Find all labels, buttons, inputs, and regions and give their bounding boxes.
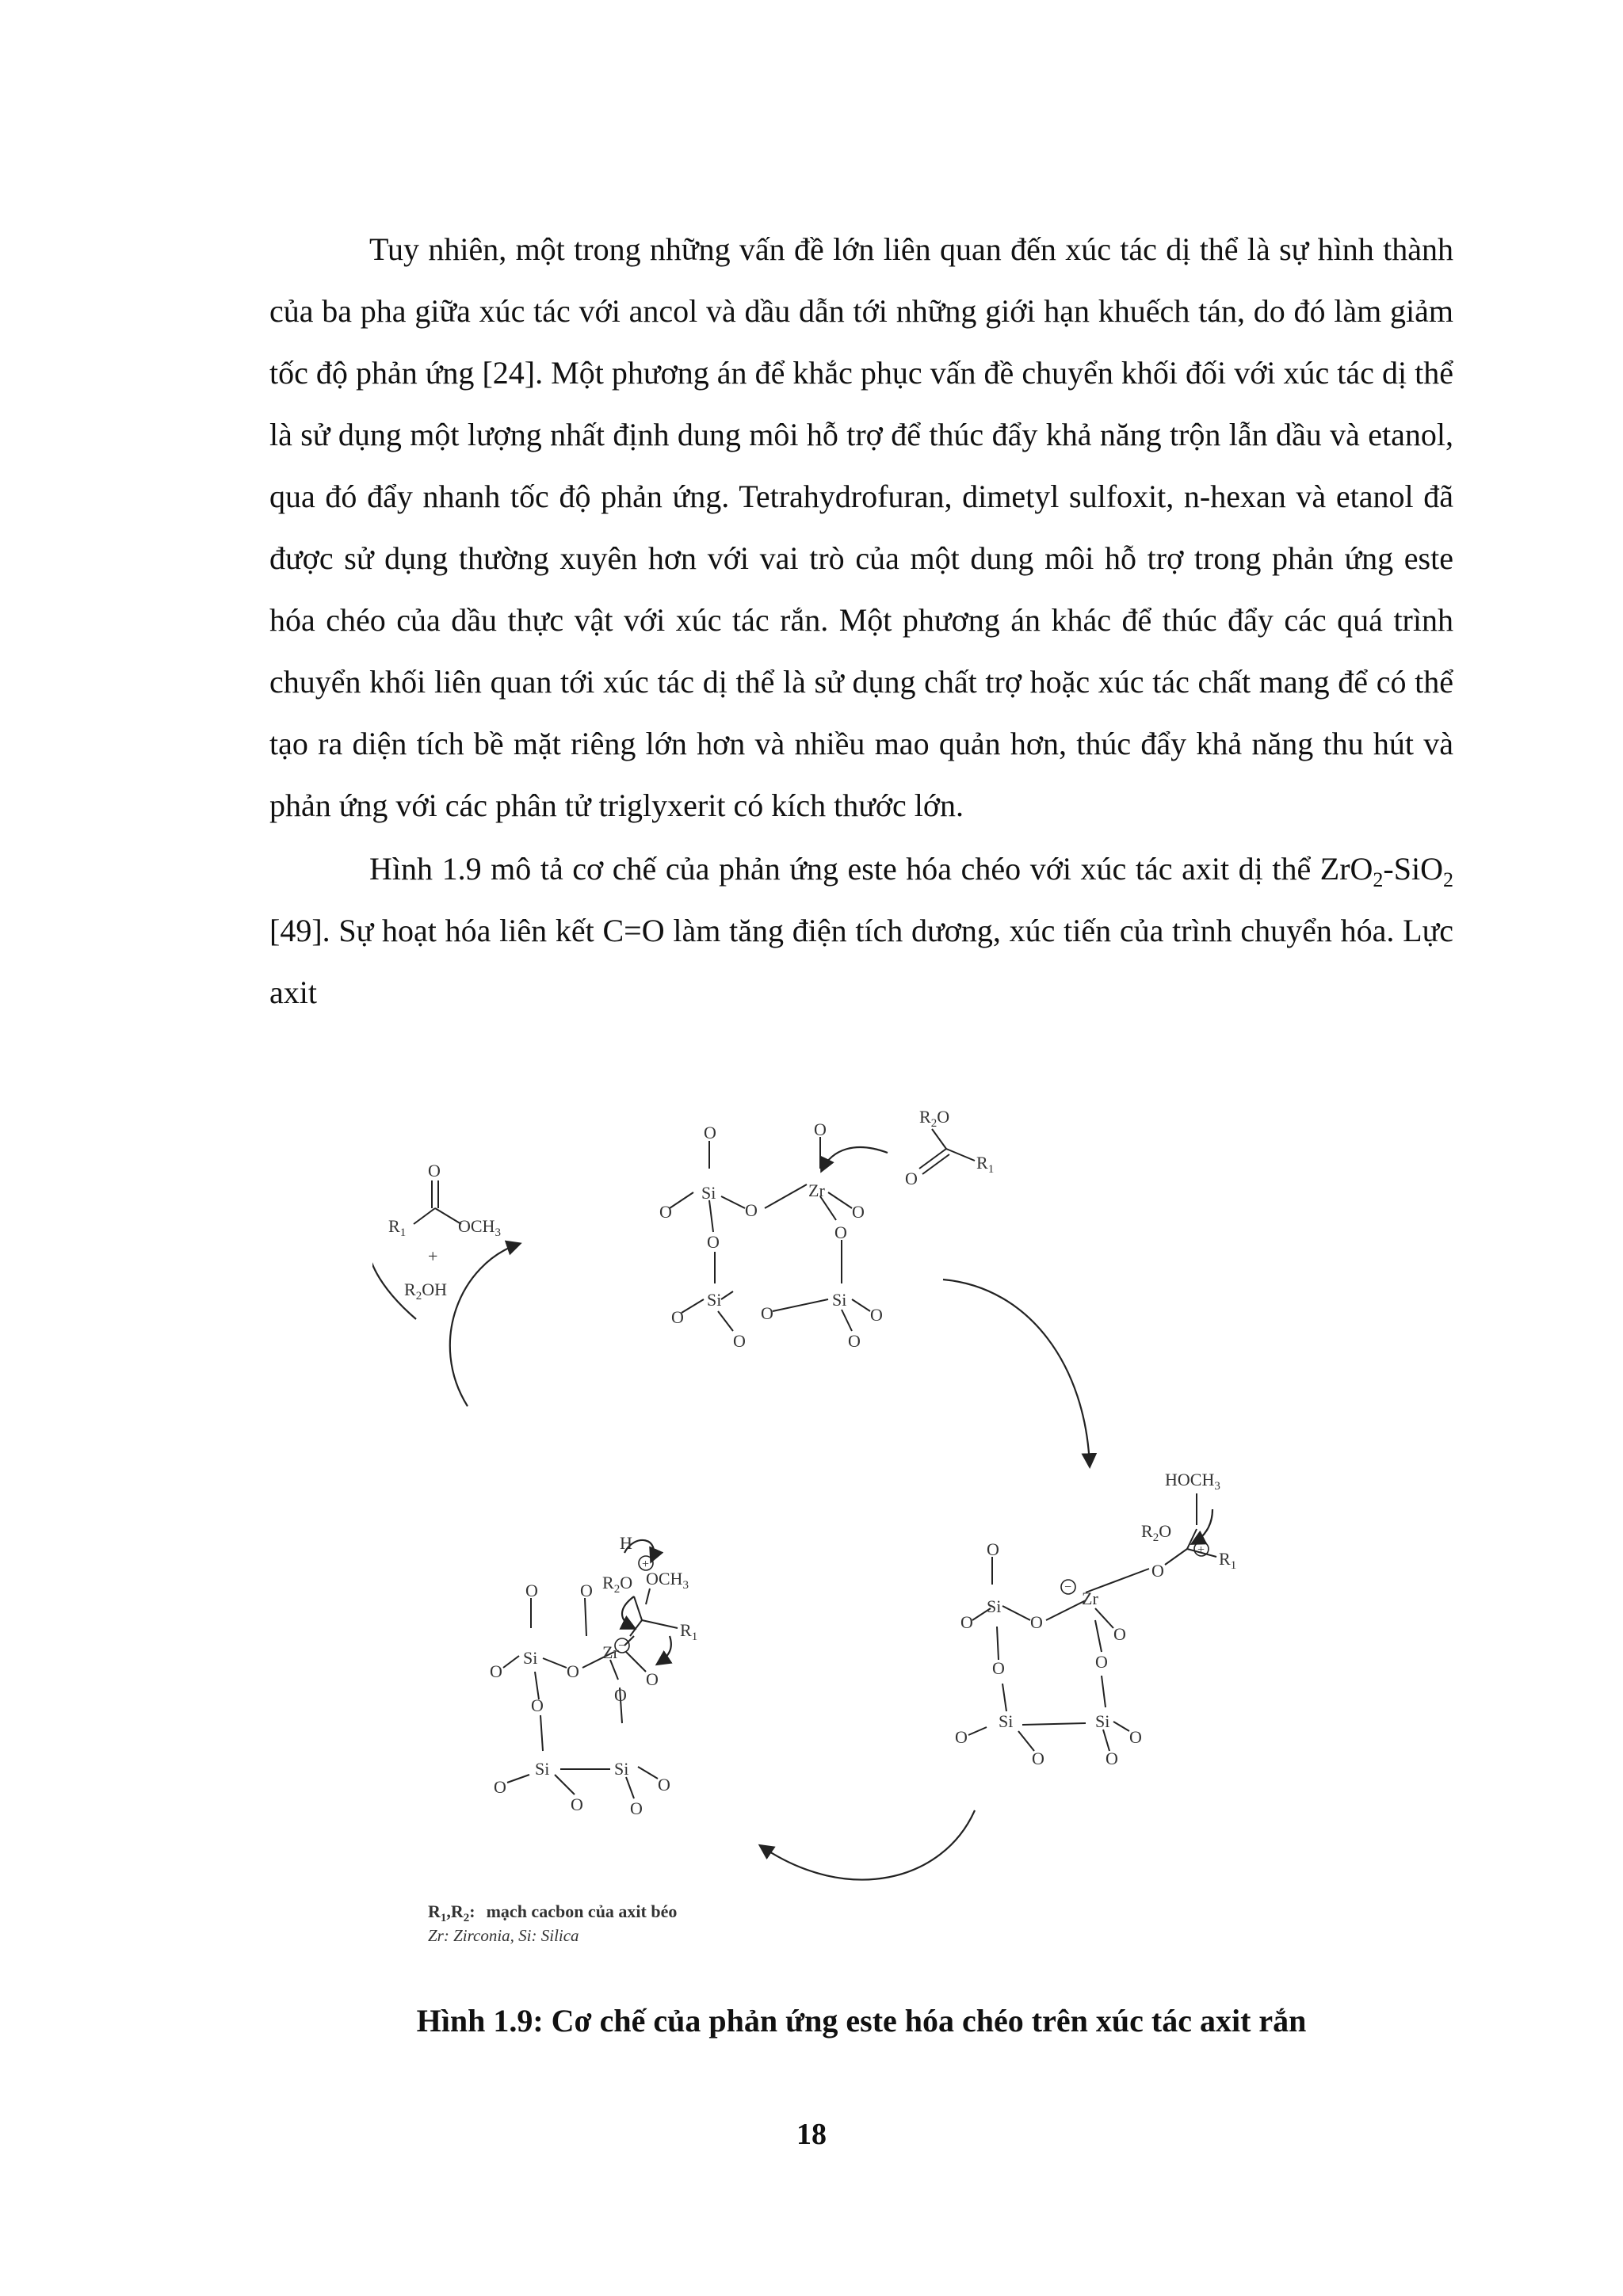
product-och3: $OCH_3$ [458,1216,501,1239]
svg-text:O: O [630,1798,643,1818]
svg-text:O: O [1113,1624,1126,1644]
mechanism-figure [372,1081,1284,1953]
paragraph-2-end: [49]. Sự hoạt hóa liên kết C=O làm tăng điện tích dương, xúc tiến của trình chuyển hóa. Lực axit [269,913,1453,1010]
svg-text:Si: Si [535,1759,550,1779]
svg-text:O: O [848,1331,861,1351]
page-number: 18 [796,2118,827,2151]
svg-text:Si: Si [614,1759,629,1779]
svg-text:Si: Si [832,1290,847,1310]
svg-text:O: O [987,1539,999,1559]
svg-text:Si: Si [701,1183,716,1203]
svg-text:Zr: Zr [1082,1589,1098,1608]
svg-text:−: − [1064,1581,1072,1594]
svg-text:O: O [525,1581,538,1600]
svg-text:O: O [490,1661,502,1681]
svg-text:Zr: Zr [602,1642,619,1662]
svg-text:R2O: $R_2O$ [1141,1521,1172,1544]
svg-text:O: O [1129,1727,1142,1747]
subscript-zro2: 2 [1373,868,1384,891]
svg-text:R1: $R_1$ [1219,1549,1237,1572]
svg-text:O: O [494,1777,506,1797]
svg-text:O: O [960,1612,973,1632]
svg-text:−: − [618,1639,626,1653]
svg-text:O: O [580,1581,593,1600]
svg-text:R1: $R_1$ [680,1620,698,1643]
svg-text:Si: Si [1095,1711,1110,1731]
paragraph-2 [269,838,1453,1024]
subscript-sio2: 2 [1443,868,1453,891]
svg-text:O: O [571,1794,583,1814]
svg-text:R2O: $R_2O$ [602,1573,633,1596]
svg-text:O: O [671,1307,684,1327]
svg-text:O: O [905,1169,918,1188]
product-r1: $R_1$ [388,1216,407,1239]
svg-text:O: O [834,1222,847,1242]
svg-text:O: O [852,1202,865,1222]
svg-text:O: O [761,1303,773,1323]
svg-text:O: O [733,1331,746,1351]
svg-text:O: O [992,1658,1005,1678]
svg-text:O: O [1151,1561,1164,1581]
svg-text:R2O: $R_2O$ [919,1107,950,1130]
svg-text:+: + [1197,1543,1205,1557]
plus-sign: + [428,1246,438,1266]
svg-text:O: O [870,1305,883,1325]
svg-text:O: O [614,1685,627,1705]
svg-text:O: O [659,1202,672,1222]
svg-text:O: O [814,1119,827,1139]
mechanism-diagram [372,1081,1284,1953]
svg-text:Si: Si [523,1648,538,1668]
product-r2oh: $R_2OH$ [404,1280,447,1302]
body-text [269,219,1453,1024]
paragraph-2-mid: -SiO [1383,851,1443,887]
svg-text:O: O [707,1232,720,1252]
svg-text:O: O [567,1661,579,1681]
o-label: O [704,1123,716,1142]
svg-text:O: O [1106,1749,1118,1768]
svg-text:O: O [1032,1749,1044,1768]
svg-text:O: O [745,1200,758,1220]
svg-text:R1: $R_1$ [976,1153,995,1176]
paragraph-2-start: Hình 1.9 mô tả cơ chế của phản ứng este hóa chéo với xúc tác axit dị thể ZrO [369,851,1373,887]
svg-text:O: O [1095,1652,1108,1672]
svg-text:Si: Si [987,1596,1002,1616]
svg-text:Si: Si [999,1711,1014,1731]
svg-text:+: + [642,1558,650,1571]
svg-text:H: H [620,1533,632,1553]
svg-text:Si: Si [707,1290,722,1310]
svg-text:OCH3: $OCH_3$ [646,1569,689,1592]
svg-text:Zr: Zr [808,1180,825,1200]
svg-text:O: O [1030,1612,1043,1632]
svg-text:O: O [428,1161,441,1180]
figure-caption: Hình 1.9: Cơ chế của phản ứng este hóa chéo trên xúc tác axit rắn [416,2003,1307,2039]
svg-text:O: O [646,1669,659,1689]
svg-text:O: O [531,1695,544,1715]
svg-text:O: O [955,1727,968,1747]
legend-line-1: $R_1,R_2$: mạch cacbon của axit béo [428,1901,678,1924]
methanol-label: $HOCH_3$ [1165,1470,1220,1493]
paragraph-1: Tuy nhiên, một trong những vấn đề lớn liên quan đến xúc tác dị thể là sự hình thành của ba pha giữa xúc tác với ancol và dầu dẫn tới những giới hạn khuếch tán, do đó làm giảm tốc độ phản ứng [24]. Một phương án để khắc phục vấn đề chuyển khối đối với xúc tác dị thể là sử dụng một lượng nhất định dung môi hỗ trợ để thúc đẩy khả năng trộn lẫn dầu và etanol, qua đó đẩy nhanh tốc độ phản ứng. Tetrahydrofuran, dimetyl sulfoxit, n-hexan và etanol đã được sử dụng thường xuyên hơn với vai trò của một dung môi hỗ trợ trong phản ứng este hóa chéo của dầu thực vật với xúc tác rắn. Một phương án khác để thúc đẩy các quá trình chuyển khối liên quan tới xúc tác dị thể là sử dụng chất trợ hoặc xúc tác chất mang để có thể tạo ra diện tích bề mặt riêng lớn hơn và nhiều mao quản hơn, thúc đẩy khả năng thu hút và phản ứng với các phân tử triglyxerit có kích thước lớn. [269,231,1453,823]
svg-text:O: O [658,1775,670,1794]
legend-line-2: Zr: Zirconia, Si: Silica [428,1926,579,1945]
